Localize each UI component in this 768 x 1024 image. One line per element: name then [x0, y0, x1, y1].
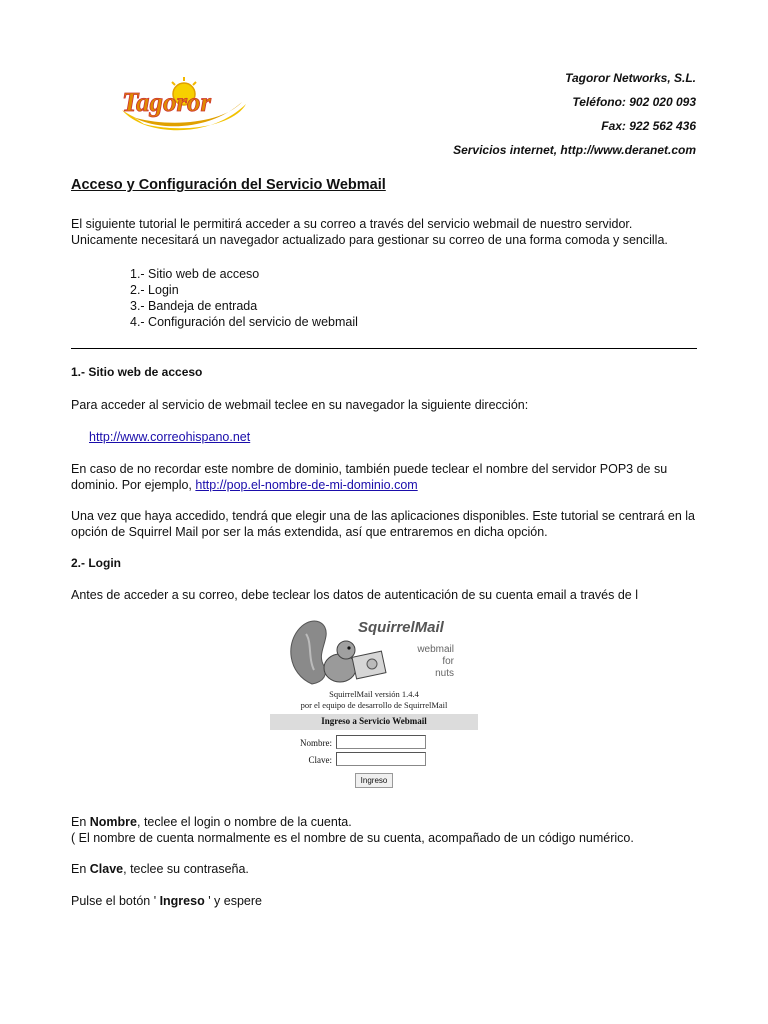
section1-paragraph-2-line-1: En caso de no recordar este nombre de dominio, también puede teclear el nombre del servidor POP3 de su — [71, 462, 668, 476]
tagline-line: for — [442, 656, 454, 667]
instruction-text: En — [71, 862, 90, 876]
version-line: SquirrelMail versión 1.4.4 — [329, 689, 419, 699]
logo-text: Tagoror — [122, 87, 212, 117]
company-fax: Fax: 922 562 436 — [601, 119, 696, 133]
paragraph-text: dominio. Por ejemplo, — [71, 478, 196, 492]
instruction-bold: Ingreso — [159, 894, 205, 908]
nombre-note: ( El nombre de cuenta normalmente es el nombre de su cuenta, acompañado de un código numérico. — [71, 831, 634, 845]
instruction-text: ' y espere — [204, 894, 262, 908]
clave-input[interactable] — [336, 752, 426, 766]
section1-paragraph-3-line-1: Una vez que haya accedido, tendrá que elegir una de las aplicaciones disponibles. Este tutorial se centrará en la — [71, 509, 696, 523]
tagline-line: webmail — [417, 644, 454, 655]
squirrelmail-brand: SquirrelMail — [358, 619, 444, 636]
section1-heading: 1.- Sitio web de acceso — [71, 365, 203, 379]
correohispano-link[interactable]: http://www.correohispano.net — [89, 430, 251, 444]
toc-item: 3.- Bandeja de entrada — [130, 299, 258, 313]
instruction-text: Pulse el botón ' — [71, 894, 160, 908]
instruction-bold: Nombre — [89, 815, 137, 829]
instruction-text: , teclee su contraseña. — [123, 862, 249, 876]
section1-paragraph-1: Para acceder al servicio de webmail teclee en su navegador la siguiente dirección: — [71, 398, 529, 412]
intro-line-1: El siguiente tutorial le permitirá acceder a su correo a través del servicio webmail de nuestro servidor. — [71, 217, 633, 231]
instruction-text: , teclee el login o nombre de la cuenta. — [137, 815, 352, 829]
company-services: Servicios internet, http://www.deranet.com — [453, 143, 696, 157]
nombre-label: Nombre: — [300, 738, 332, 748]
instruction-bold: Clave — [89, 862, 124, 876]
company-name: Tagoror Networks, S.L. — [565, 71, 696, 85]
intro-line-2: Unicamente necesitará un navegador actualizado para gestionar su correo de una forma comoda y sencilla. — [71, 233, 668, 247]
toc-item: 1.- Sitio web de acceso — [130, 267, 260, 281]
document-title: Acceso y Configuración del Servicio Webmail — [71, 177, 386, 193]
ingreso-button[interactable]: Ingreso — [355, 773, 393, 788]
tagoror-logo — [114, 74, 254, 142]
section1-paragraph-3-line-2: opción de Squirrel Mail por ser la más extendida, así que entraremos en dicha opción. — [71, 525, 548, 539]
version-line: por el equipo de desarrollo de SquirrelMail — [300, 700, 448, 710]
pop-domain-link[interactable]: http://pop.el-nombre-de-mi-dominio.com — [195, 478, 418, 492]
clave-instruction — [71, 861, 701, 877]
squirrelmail-logo — [284, 614, 464, 688]
login-title: Ingreso a Servicio Webmail — [321, 716, 427, 726]
company-phone: Teléfono: 902 020 093 — [572, 95, 696, 109]
toc-item: 2.- Login — [130, 283, 179, 297]
squirrelmail-version — [270, 689, 478, 711]
tagline-line: nuts — [435, 668, 454, 679]
section2-heading: 2.- Login — [71, 556, 121, 570]
section1-paragraph-2-line-2 — [71, 477, 701, 493]
toc-item: 4.- Configuración del servicio de webmail — [130, 315, 358, 329]
section-divider — [71, 348, 697, 349]
instruction-text: En — [71, 815, 90, 829]
section2-paragraph-1: Antes de acceder a su correo, debe teclear los datos de autenticación de su cuenta email a través de l — [71, 588, 639, 602]
nombre-input[interactable] — [336, 735, 426, 749]
nombre-instruction — [71, 814, 701, 830]
table-of-contents — [130, 266, 358, 330]
pulse-instruction — [71, 893, 701, 909]
clave-label: Clave: — [308, 755, 332, 765]
